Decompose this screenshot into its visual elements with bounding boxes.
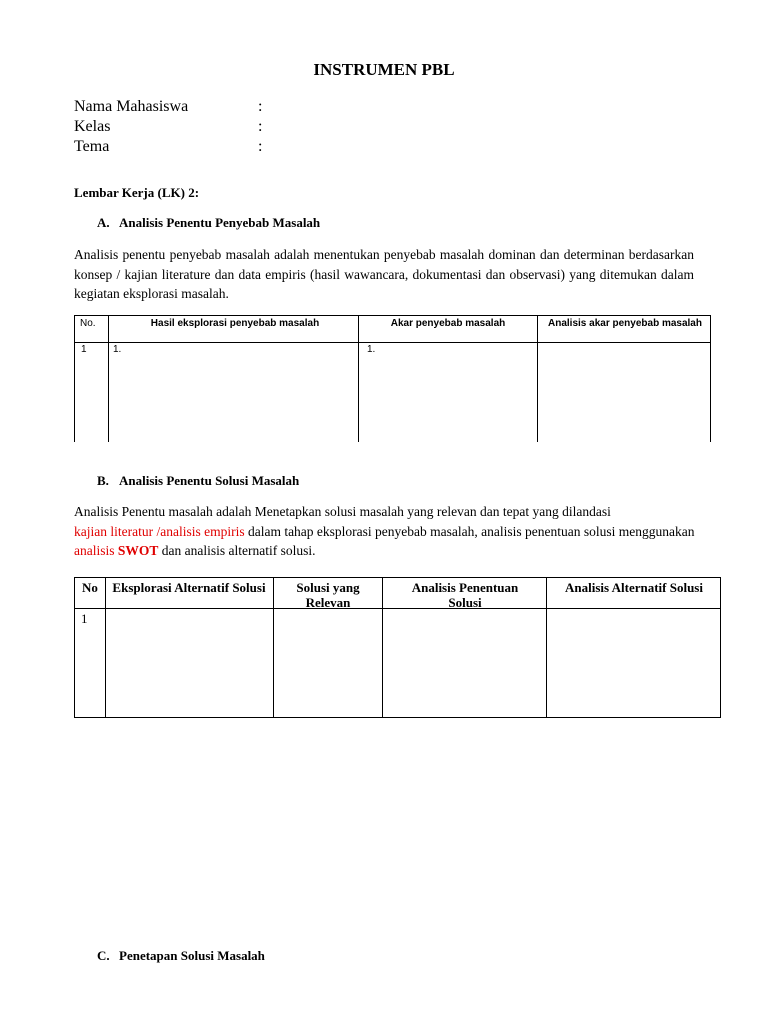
section-b-heading: [97, 473, 299, 489]
identity-label-theme: Tema: [74, 138, 110, 155]
section-b-paragraph-highlight-swot: SWOT: [117, 543, 159, 558]
table-header-divider: [75, 342, 710, 343]
column-divider: [108, 316, 109, 442]
table-header-no: No.: [80, 318, 96, 329]
column-divider: [382, 578, 383, 717]
page-title: INSTRUMEN PBL: [313, 60, 455, 79]
column-divider: [537, 316, 538, 442]
section-b-letter: B.: [97, 473, 109, 488]
table-header-alternative-analysis: Analisis Alternatif Solusi: [565, 580, 703, 595]
column-divider: [358, 316, 359, 442]
solution-analysis-table: [74, 577, 721, 718]
column-divider: [105, 578, 106, 717]
section-b-paragraph-part1: Analisis Penentu masalah adalah Menetapkan solusi masalah yang relevan dan tepat yang dilandasi: [74, 504, 611, 519]
section-c-heading: [97, 948, 265, 964]
section-a-title: Analisis Penentu Penyebab Masalah: [119, 215, 321, 230]
table-header-no: No: [82, 580, 98, 595]
table-header-solution-determination: Analisis Penentuan Solusi: [411, 580, 519, 610]
section-b-paragraph-part2: dalam tahap eksplorasi penyebab masalah, analisis penentuan solusi menggunakan: [244, 523, 695, 539]
identity-colon-class: :: [258, 118, 263, 135]
section-c-title: Penetapan Solusi Masalah: [119, 948, 265, 963]
section-b-paragraph: [74, 502, 714, 561]
section-b-paragraph-part3: dan analisis alternatif solusi.: [158, 543, 316, 558]
section-b-title: Analisis Penentu Solusi Masalah: [119, 473, 300, 488]
section-c-letter: C.: [97, 948, 110, 963]
identity-colon-name: :: [258, 98, 263, 115]
column-divider: [273, 578, 274, 717]
cause-analysis-table: [74, 315, 711, 442]
table-cell-no: 1: [81, 611, 88, 626]
table-cell-no: 1: [81, 344, 87, 355]
column-divider: [546, 578, 547, 717]
table-header-root-cause: Akar penyebab masalah: [390, 318, 506, 329]
table-header-relevant-solution: Solusi yang Relevan: [296, 580, 360, 610]
identity-label-class: Kelas: [74, 118, 111, 135]
table-header-root-cause-analysis: Analisis akar penyebab masalah: [548, 318, 702, 329]
worksheet-label: Lembar Kerja (LK) 2:: [74, 185, 200, 200]
section-a-heading: [97, 215, 320, 231]
section-a-paragraph: Analisis penentu penyebab masalah adalah menentukan penyebab masalah dominan dan determinan berdasarkan konsep / kajian literature dan data empiris (hasil wawancara, dokumentasi dan observasi) yang ditemukan dalam kegiatan eksplorasi masalah.: [74, 247, 694, 301]
table-cell-exploration: 1.: [113, 344, 122, 355]
table-header-alternative-exploration: Eksplorasi Alternatif Solusi: [112, 580, 266, 595]
identity-label-name: Nama Mahasiswa: [74, 98, 189, 115]
table-header-exploration: Hasil eksplorasi penyebab masalah: [150, 318, 320, 329]
section-a-letter: A.: [97, 215, 110, 230]
identity-colon-theme: :: [258, 138, 263, 155]
section-b-paragraph-highlight-analysis: analisis: [74, 543, 118, 558]
table-cell-root-cause: 1.: [367, 344, 376, 355]
section-b-paragraph-highlight-literature: kajian literatur /analisis empiris: [74, 523, 245, 539]
